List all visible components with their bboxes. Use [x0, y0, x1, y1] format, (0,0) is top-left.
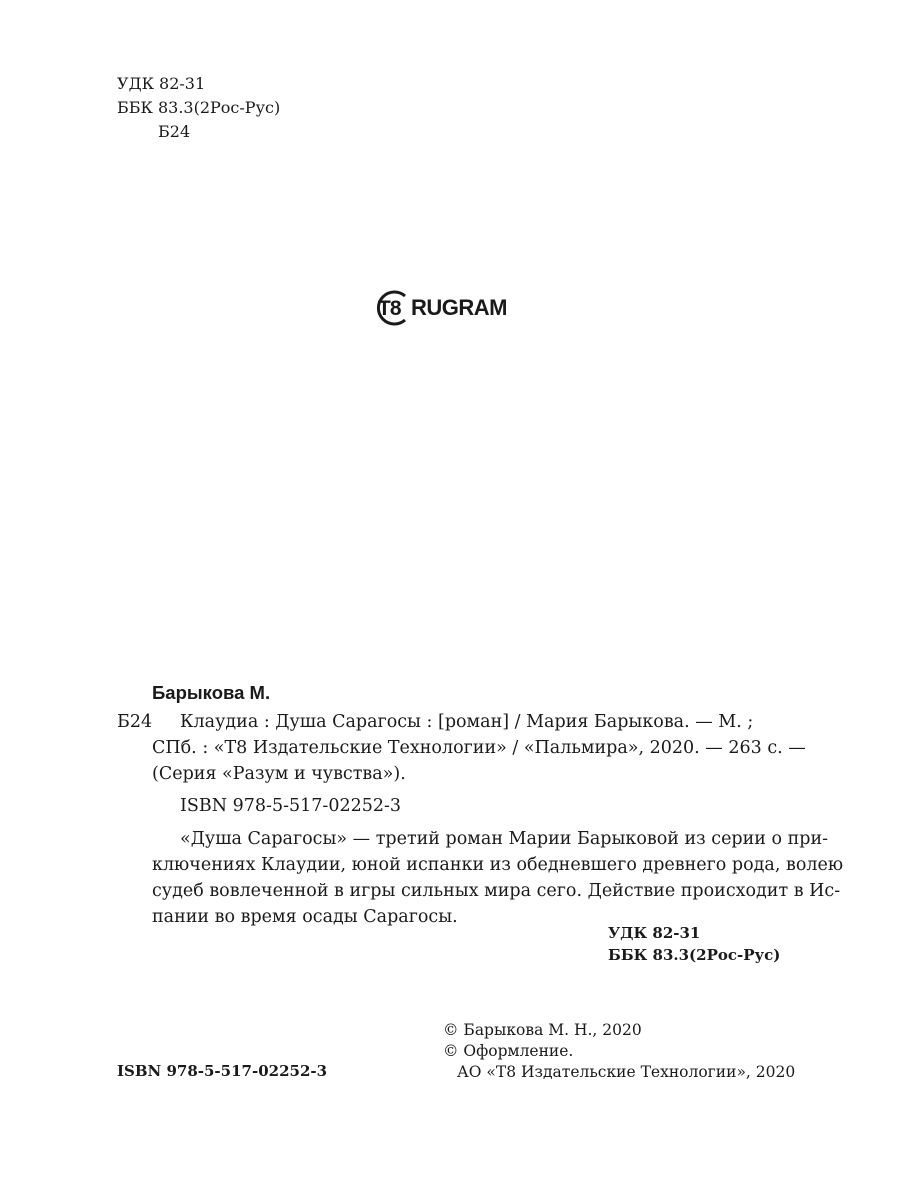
author-heading: Барыкова М. — [152, 682, 271, 703]
annotation-line: пании во время осады Сарагосы. — [152, 907, 458, 927]
publisher-logo — [371, 288, 507, 328]
classification-codes-bottom — [608, 922, 780, 966]
copyright-block — [443, 1020, 795, 1083]
bibliographic-line: Клаудиа : Душа Сарагосы : [роман] / Мария Барыкова. — М. ; — [180, 712, 754, 732]
bibliographic-line: (Серия «Разум и чувства»). — [152, 764, 406, 784]
classification-codes-top — [117, 72, 280, 144]
annotation-line: ключениях Клаудии, юной испанки из обедневшего древнего рода, волею — [152, 855, 844, 875]
logo-mark-text: T8 — [378, 297, 401, 320]
author-mark: Б24 — [158, 122, 191, 141]
udk-code: УДК 82-31 — [117, 74, 206, 93]
bibliographic-line: СПб. : «Т8 Издательские Технологии» / «Пальмира», 2020. — 263 с. — — [152, 738, 806, 758]
copyright-line: © Барыкова М. Н., 2020 — [443, 1021, 642, 1039]
copyright-line: © Оформление. — [443, 1042, 574, 1060]
bbk-code: ББК 83.3(2Рос-Рус) — [608, 946, 781, 964]
copyright-line: АО «Т8 Издательские Технологии», 2020 — [457, 1063, 796, 1081]
annotation — [152, 826, 844, 930]
bbk-code: ББК 83.3(2Рос-Рус) — [117, 98, 281, 117]
udk-code: УДК 82-31 — [608, 924, 701, 942]
entry-author-mark: Б24 — [117, 712, 153, 732]
isbn: ISBN 978-5-517-02252-3 — [180, 796, 402, 816]
isbn-footer: ISBN 978-5-517-02252-3 — [117, 1062, 328, 1080]
annotation-line: «Душа Сарагосы» — третий роман Марии Барыковой из серии о при- — [180, 829, 829, 849]
t8-logo-icon — [371, 288, 411, 328]
logo-name: RUGRAM — [411, 295, 507, 320]
annotation-line: судеб вовлеченной в игры сильных мира сего. Действие происходит в Ис- — [152, 881, 841, 901]
